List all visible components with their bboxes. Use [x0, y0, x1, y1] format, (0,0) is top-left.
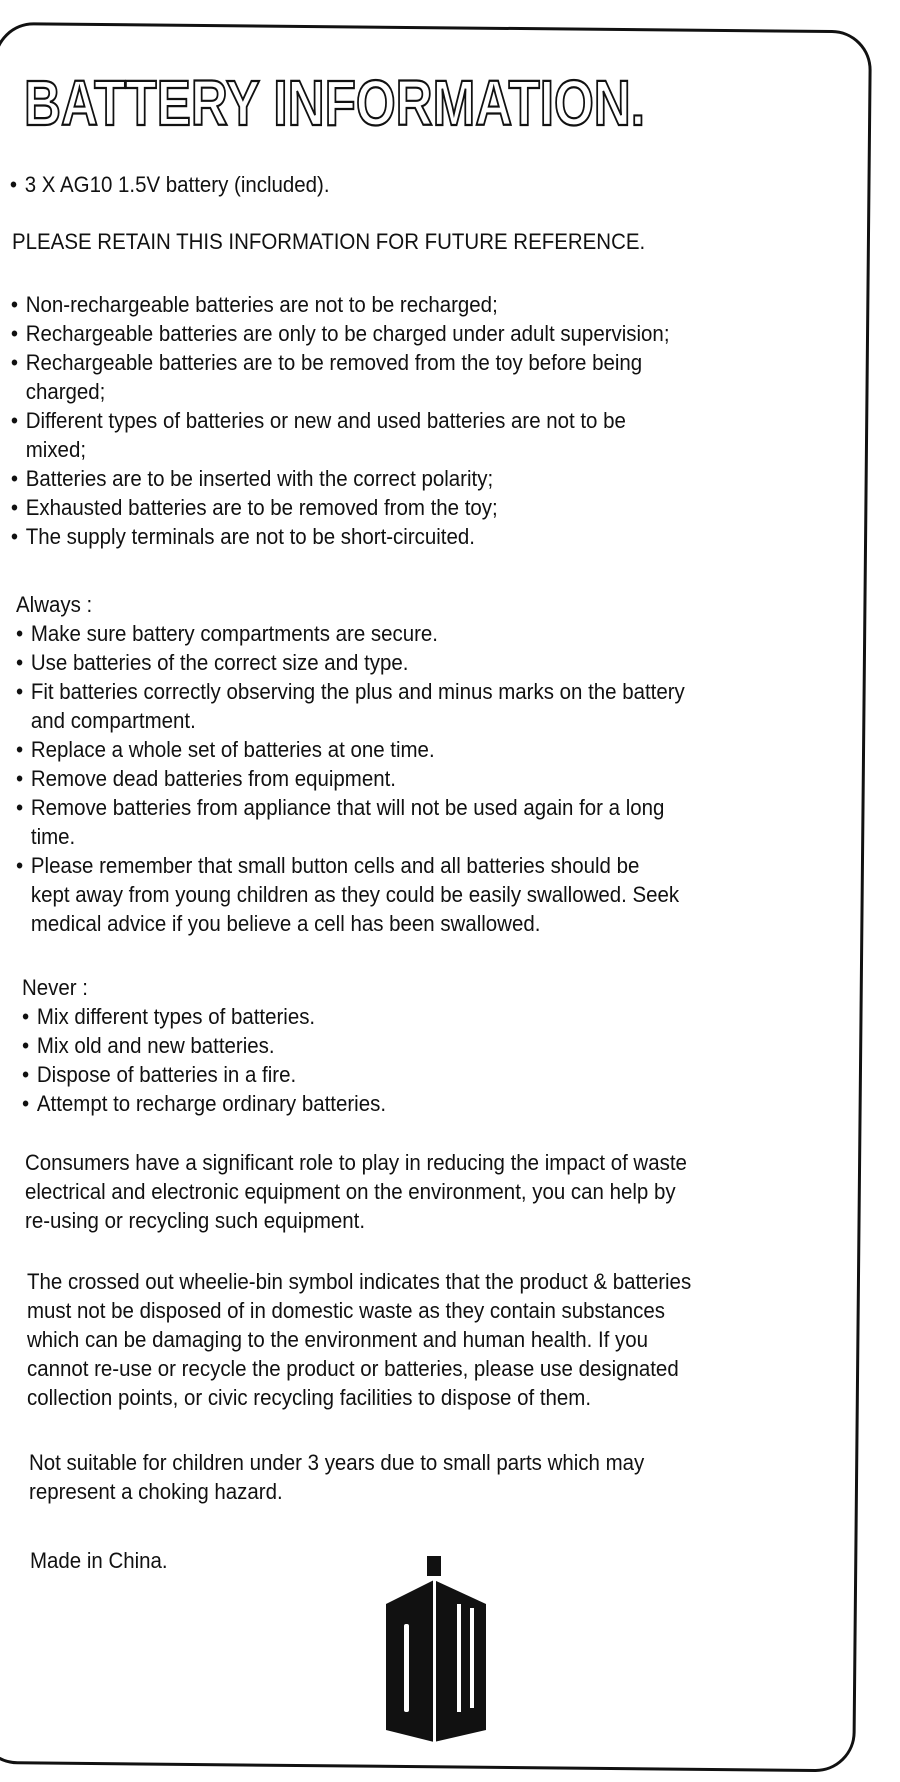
list-item-text: • Remove dead batteries from equipment.: [30, 766, 396, 791]
list-item-text: kept away from young children as they could be easily swallowed. Seek: [30, 882, 680, 907]
battery-note: [8, 170, 900, 199]
list-item-text: mixed;: [25, 437, 87, 462]
list-item-text: • Batteries are to be inserted with the correct polarity;: [25, 466, 494, 491]
page-title: BATTERY INFORMATION.: [24, 67, 645, 139]
list-item: [14, 619, 853, 648]
paragraph-line: re-using or recycling such equipment.: [25, 1208, 366, 1233]
list-item-text: • Mix old and new batteries.: [36, 1033, 275, 1058]
paragraph-line: collection points, or civic recycling facilities to dispose of them.: [27, 1385, 592, 1410]
list-item: [20, 1002, 859, 1031]
list-item-text: • Make sure battery compartments are secure.: [30, 621, 438, 646]
list-item: [14, 851, 853, 938]
list-item: [14, 793, 853, 851]
list-item: [20, 1089, 859, 1118]
logo-letter-d: [404, 1624, 409, 1712]
origin-text: Made in China.: [30, 1548, 168, 1573]
paragraph-line: cannot re-use or recycle the product or batteries, please use designated: [27, 1356, 679, 1381]
list-item: [20, 1060, 859, 1089]
list-item-text: • Replace a whole set of batteries at one time.: [30, 737, 435, 762]
paragraph-line: Consumers have a significant role to play in reducing the impact of waste: [25, 1150, 687, 1175]
list-item-text: charged;: [25, 379, 106, 404]
list-item-text: • Dispose of batteries in a fire.: [36, 1062, 297, 1087]
list-item-text: • The supply terminals are not to be short-circuited.: [25, 524, 475, 549]
paragraph-line: electrical and electronic equipment on the environment, you can help by: [25, 1179, 676, 1204]
list-item: [14, 764, 853, 793]
paragraph-line: which can be damaging to the environment and human health. If you: [27, 1327, 649, 1352]
list-item: [9, 290, 846, 319]
age-warning: [29, 1448, 900, 1506]
list-item: [14, 648, 853, 677]
consumers-paragraph: [25, 1148, 900, 1235]
list-item-text: • Fit batteries correctly observing the plus and minus marks on the battery: [30, 679, 685, 704]
always-label: Always :: [16, 592, 93, 617]
rules-list: [9, 290, 900, 551]
list-item-text: medical advice if you believe a cell has been swallowed.: [30, 911, 541, 936]
paragraph-line: The crossed out wheelie-bin symbol indicates that the product & batteries: [27, 1269, 692, 1294]
battery-note-text: 3 X AG10 1.5V battery (included).: [24, 172, 330, 197]
list-item-text: time.: [30, 824, 76, 849]
paragraph-line: must not be disposed of in domestic waste as they contain substances: [27, 1298, 666, 1323]
logo-letter-w-stroke: [470, 1608, 474, 1708]
list-item: [20, 1031, 859, 1060]
list-item: [9, 348, 846, 406]
list-item: [9, 493, 846, 522]
list-item-text: • Rechargeable batteries are to be removed from the toy before being: [25, 350, 643, 375]
list-item: [9, 522, 846, 551]
list-item: [9, 464, 846, 493]
list-item: [14, 735, 853, 764]
retain-notice: PLEASE RETAIN THIS INFORMATION FOR FUTURE REFERENCE.: [12, 229, 646, 254]
list-item-text: • Mix different types of batteries.: [36, 1004, 316, 1029]
list-item-text: • Different types of batteries or new and used batteries are not to be: [25, 408, 626, 433]
paragraph-line: represent a choking hazard.: [29, 1479, 283, 1504]
list-item: [9, 406, 846, 464]
never-label: Never :: [22, 975, 88, 1000]
battery-note-item: [8, 170, 845, 199]
logo-center-line: [433, 1578, 436, 1742]
list-item-text: • Non-rechargeable batteries are not to be recharged;: [25, 292, 498, 317]
list-item: [14, 677, 853, 735]
list-item-text: • Remove batteries from appliance that will not be used again for a long: [30, 795, 665, 820]
logo-lamp: [427, 1556, 441, 1576]
wheelie-bin-paragraph: [27, 1267, 900, 1412]
always-section: [16, 590, 900, 938]
list-item-text: and compartment.: [30, 708, 196, 733]
list-item-text: • Attempt to recharge ordinary batteries.: [36, 1091, 387, 1116]
list-item: [9, 319, 846, 348]
dw-tardis-logo-icon: [380, 1552, 492, 1742]
list-item-text: • Please remember that small button cells and all batteries should be: [30, 853, 640, 878]
list-item-text: • Use batteries of the correct size and type.: [30, 650, 409, 675]
paragraph-line: Not suitable for children under 3 years due to small parts which may: [29, 1450, 645, 1475]
logo-letter-w-stroke: [457, 1604, 461, 1712]
list-item-text: • Rechargeable batteries are only to be charged under adult supervision;: [25, 321, 670, 346]
list-item-text: • Exhausted batteries are to be removed from the toy;: [25, 495, 498, 520]
never-section: [22, 973, 900, 1118]
